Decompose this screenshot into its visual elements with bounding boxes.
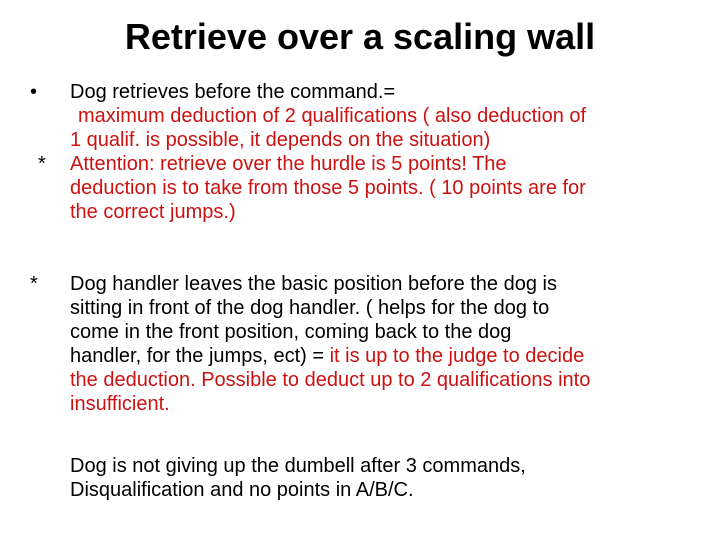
item-text-red: deduction is to take from those 5 points. ( 10 points are for (70, 177, 586, 199)
bullet-star: * (38, 153, 46, 175)
item-text: Dog retrieves before the command.= (70, 81, 396, 103)
bullet-block-handler-leaves (30, 272, 705, 416)
paragraph-dumbbell (30, 454, 705, 502)
bullet-dot: • (30, 81, 38, 103)
item-text: Dog handler leaves the basic position before the dog is (70, 273, 557, 295)
item-text-red: Attention: retrieve over the hurdle is 5 points! The (70, 153, 507, 175)
item-text: handler, for the jumps, ect) = (70, 345, 330, 367)
item-text-red: insufficient. (70, 393, 170, 415)
list-item (30, 152, 705, 176)
list-item (30, 80, 705, 104)
item-text-red: the deduction. Possible to deduct up to 2 qualifications into (70, 369, 591, 391)
bullet-block-early-retrieve (30, 80, 705, 224)
item-text-red: maximum deduction of 2 qualifications ( also deduction of (78, 105, 587, 127)
item-text: sitting in front of the dog handler. ( helps for the dog to (70, 297, 550, 319)
list-item (30, 272, 705, 296)
item-text-red: the correct jumps.) (70, 201, 236, 223)
bullet-star: * (30, 273, 38, 295)
item-text: Disqualification and no points in A/B/C. (70, 479, 414, 501)
mixed-text-line (30, 344, 705, 368)
item-text-red: 1 qualif. is possible, it depends on the situation) (70, 129, 491, 151)
item-text: come in the front position, coming back to the dog (70, 321, 512, 343)
item-text: Dog is not giving up the dumbell after 3 commands, (70, 455, 526, 477)
slide-title: Retrieve over a scaling wall (124, 16, 596, 57)
item-text-red: it is up to the judge to decide (329, 345, 585, 367)
